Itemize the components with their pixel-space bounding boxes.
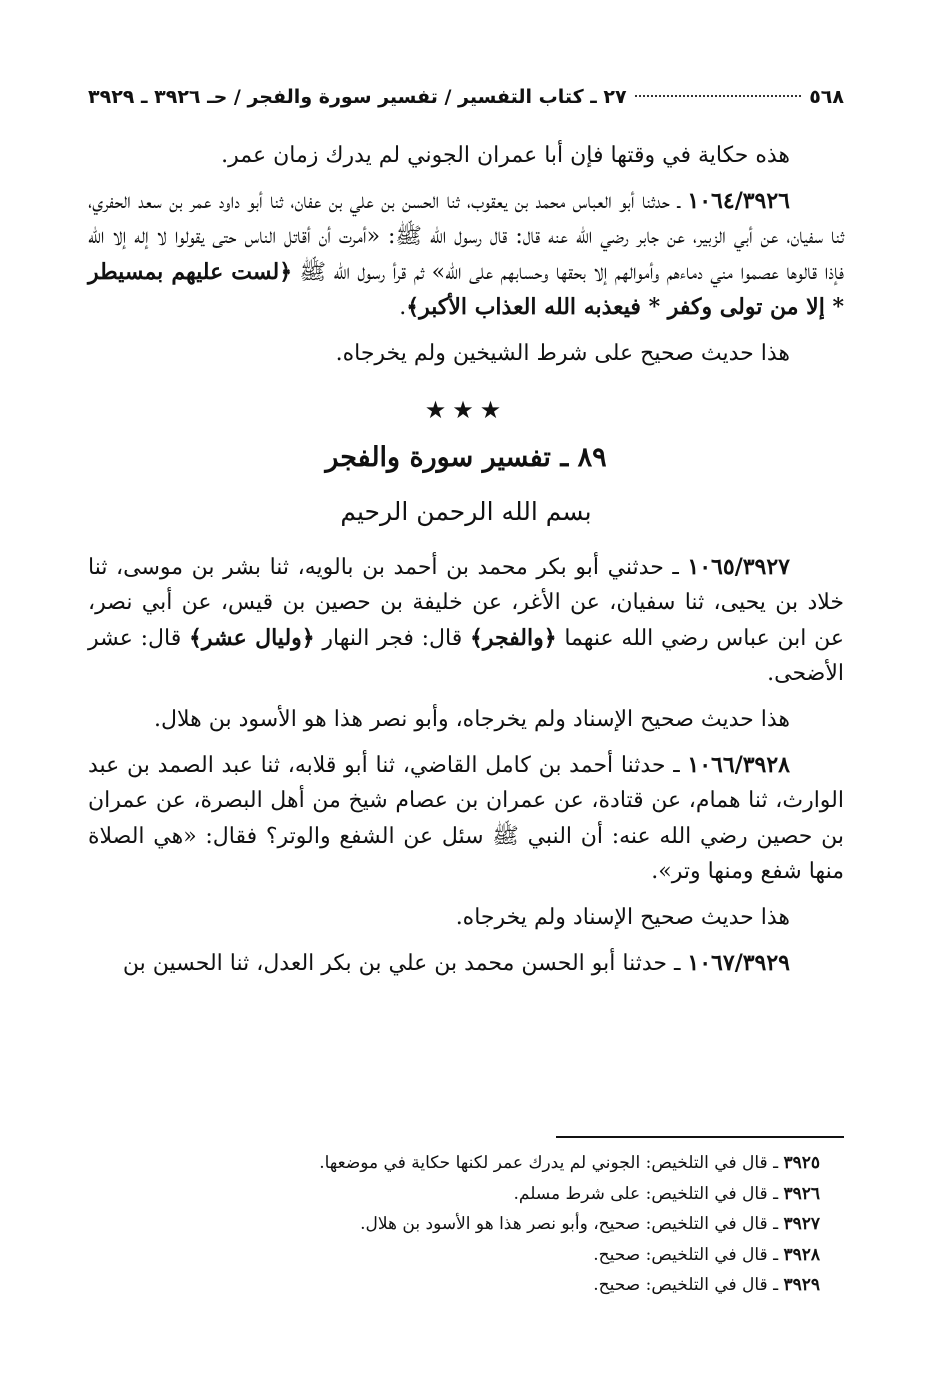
hadith-3929: ١٠٦٧/٣٩٢٩ ـ حدثنا أبو الحسن محمد بن علي بن بكر العدل، ثنا الحسين بن — [122, 949, 790, 976]
running-header — [88, 86, 844, 116]
hadith-grading: هذا حديث صحيح الإسناد ولم يخرجاه. — [455, 904, 790, 930]
quran-verse: ﴿وليال عشر﴾ — [188, 624, 315, 651]
basmala: بسم الله الرحمن الرحيم — [340, 496, 592, 526]
page-number: ٥٦٨ — [809, 86, 844, 108]
hadith-grading: هذا حديث صحيح الإسناد ولم يخرجاه، وأبو نصر هذا هو الأسود بن هلال. — [154, 706, 790, 732]
hadith-grading: هذا حديث صحيح على شرط الشيخين ولم يخرجاه. — [335, 340, 790, 366]
hadith-3928: ١٠٦٦/٣٩٢٨ ـ حدثنا أحمد بن كامل القاضي، ثنا أبو قلابه، ثنا عبد الصمد بن عبد الوارث، ثنا همام، عن قتادة، عن عمران بن عصام شيخ من أهل البصرة، عن عمران بن حصين رضي الله عنه: أن النبي ﷺ سئل عن الشفع والوتر؟ فقال: «هي الصلاة منها شفع ومنها وتر». — [88, 751, 844, 885]
footnote-rule — [556, 1136, 844, 1138]
hadith-number: ١٠٦٥/٣٩٢٧ — [687, 553, 790, 580]
footnotes — [88, 1148, 844, 1301]
header-dots — [635, 95, 802, 97]
footnote: ٣٩٢٧ ـ قال في التلخيص: صحيح، وأبو نصر هذا هو الأسود بن هلال. — [360, 1214, 820, 1234]
quran-verse: ﴿والفجر﴾ — [469, 624, 557, 651]
hadith-number: ١٠٦٦/٣٩٢٨ — [687, 751, 790, 778]
hadith-number: ١٠٦٤/٣٩٢٦ — [687, 187, 790, 214]
paragraph-closing-note: هذه حكاية في وقتها فإن أبا عمران الجوني لم يدرك زمان عمر. — [221, 143, 790, 168]
section-stars: ★★★ — [424, 395, 508, 424]
chapter-heading: ٨٩ ـ تفسير سورة والفجر — [325, 441, 607, 473]
hadith-3926: ١٠٦٤/٣٩٢٦ ـ حدثنا أبو العباس محمد بن يعقوب، ثنا الحسن بن علي بن عفان، ثنا أبو داود عمر بن سعد الحفري، ثنا سفيان، عن أبي الزبير، عن جابر رضي الله عنه قال: قال رسول الله ﷺ: «أمرت أن أقاتل الناس حتى يقولوا لا إله إلا الله فإذا قالوها عصموا مني دماءهم وأموالهم إلا بحقها وحسابهم على الله» ثم قرأ رسول الله ﷺ ﴿لست عليهم بمسيطر * إلا من تولى وكفر * فيعذبه الله العذاب الأكبر﴾. — [88, 187, 844, 321]
hadith-number: ١٠٦٧/٣٩٢٩ — [687, 949, 790, 976]
footnote: ٣٩٢٦ ـ قال في التلخيص: على شرط مسلم. — [513, 1183, 820, 1204]
hadith-3927: ١٠٦٥/٣٩٢٧ ـ حدثني أبو بكر محمد بن أحمد بن بالويه، ثنا بشر بن موسى، ثنا خلاد بن يحيى، ثنا سفيان، عن الأغر، عن خليفة بن حصين بن قيس، عن أبي نصر، عن ابن عباس رضي الله عنهما ﴿والفجر﴾ قال: فجر النهار ﴿وليال عشر﴾ قال: عشر الأضحى. — [88, 553, 844, 687]
page — [88, 86, 844, 1295]
footnote: ٣٩٢٥ ـ قال في التلخيص: الجوني لم يدرك عمر لكنها حكاية في موضعها. — [319, 1153, 820, 1173]
running-title: ٢٧ ـ كتاب التفسير / تفسير سورة والفجر / حـ ٣٩٢٦ ـ ٣٩٢٩ — [88, 86, 627, 108]
footnote: ٣٩٢٨ ـ قال في التلخيص: صحيح. — [593, 1244, 820, 1265]
footnote: ٣٩٢٩ ـ قال في التلخيص: صحيح. — [593, 1275, 820, 1295]
quran-verse: ﴿لست عليهم بمسيطر * إلا من تولى وكفر * فيعذبه الله العذاب الأكبر﴾ — [88, 258, 844, 321]
